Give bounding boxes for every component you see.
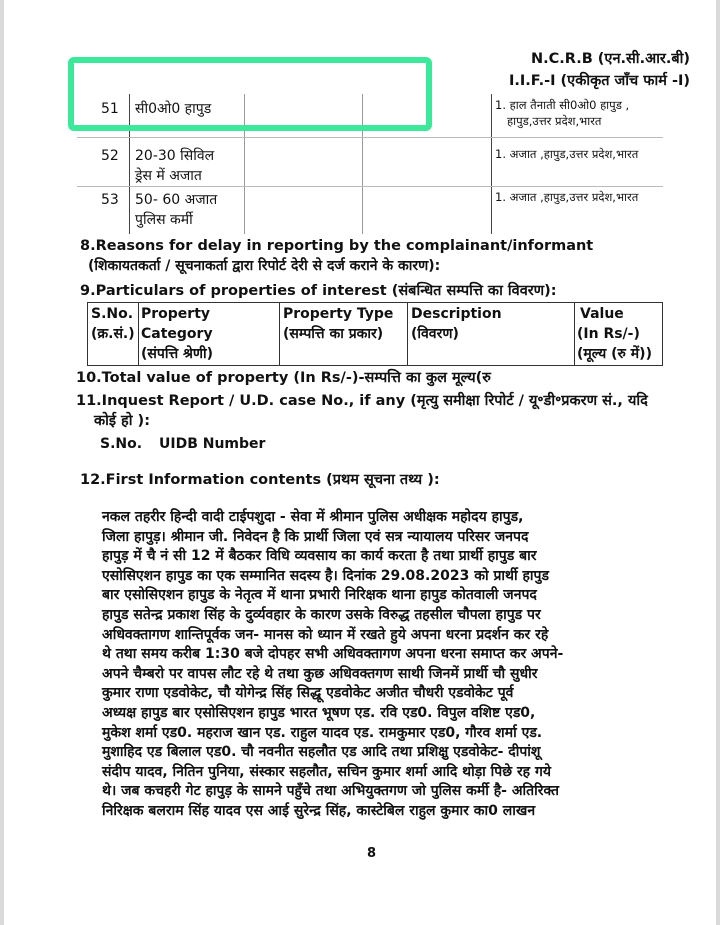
header-line: (सम्पत्ति का प्रकार) — [283, 326, 384, 342]
section-11-title-cont: कोई हो ): — [94, 413, 150, 429]
header-line: (क्र.सं.) — [91, 326, 135, 342]
section-9-title: 9.Particulars of properties of interest (संबन्धित सम्पत्ति का विवरण): — [80, 283, 557, 299]
table-divider — [574, 303, 575, 365]
col-category-header — [141, 304, 213, 364]
accused-name: पुलिस कर्मी — [135, 212, 193, 228]
fir-line: मुशाहिद एड बिलाल एड0. चौ नवनीत सहलौत एड आदि तथा प्रशिक्षु एडवोकेट- दीपांशू — [102, 744, 541, 761]
accused-name: ड्रेस में अजात — [135, 168, 202, 184]
fir-line: जिला हापुड़। श्रीमान जी. निवेदन है कि प्रार्थी जिला एवं सत्र न्यायालय परिसर जनपद — [102, 528, 529, 545]
fir-line: हापुड सतेन्द्र प्रकाश सिंह के दुर्व्यवहार के कारण उसके विरुद्ध तहसील चौपला हापुड पर — [102, 606, 541, 623]
accused-address: हापुड,उत्तर प्रदेश,भारत — [507, 114, 602, 128]
fir-line: बार एसोसिएशन हापुड के नेतृत्व में थाना प्रभारी निरिक्षक थाना हापुड कोतवाली जनपद — [102, 587, 537, 604]
accused-address: 1. अजात ,हापुड,उत्तर प्रदेश,भारत — [495, 147, 639, 161]
accused-name: 50- 60 अजात — [135, 192, 218, 208]
section-8-title: 8.Reasons for delay in reporting by the complainant/informant — [80, 238, 594, 254]
fir-contents — [102, 508, 622, 822]
fir-line: नकल तहरीर हिन्दी वादी टाईपशुदा - सेवा में श्रीमान पुलिस अधीक्षक महोदय हापुड, — [102, 509, 524, 525]
section-10-title: 10.Total value of property (In Rs/-)-सम्पत्ति का कुल मूल्य(रु — [76, 370, 491, 386]
row-divider — [77, 137, 663, 138]
accused-address: 1. हाल तैनाती सी0ओ0 हापुड , — [495, 98, 630, 112]
page-number: 8 — [367, 846, 377, 861]
form-header — [509, 48, 690, 92]
header-line: (विवरण) — [411, 326, 459, 342]
section-8-subtitle: (शिकायतकर्ता / सूचनाकर्ता द्वारा रिपोर्ट देरी से दर्ज कराने के कारण): — [88, 258, 441, 274]
accused-name: सी0ओ0 हापुड — [135, 101, 212, 117]
fir-line: निरिक्षक बलराम सिंह यादव एस आई सुरेन्द्र सिंह, कास्टेबिल राहुल कुमार का0 लाखन — [102, 802, 536, 819]
col-uidb-label: UIDB Number — [159, 436, 266, 452]
col-sno-label: S.No. — [100, 436, 143, 452]
row-sno: 53 — [101, 192, 119, 208]
row-sno: 52 — [101, 148, 119, 164]
accused-name: 20-30 सिविल — [135, 148, 215, 164]
header-line: (संपत्ति श्रेणी) — [141, 346, 214, 362]
property-table — [87, 302, 663, 366]
header-line-2: I.I.F.-I (एकीकृत जाँच फार्म -I) — [509, 73, 690, 89]
row-divider — [77, 186, 663, 187]
table-divider — [491, 94, 492, 234]
header-line: Value — [580, 306, 624, 322]
fir-line: थे तथा समय करीब 1:30 बजे दोपहर सभी अधिवक्तागण अपना धरना समाप्त कर अपने- — [102, 646, 564, 663]
section-12-title: 12.First Information contents (प्रथम सूचना तथ्य ): — [80, 472, 440, 488]
header-line: Category — [141, 326, 213, 342]
fir-line: अधिवक्तागण शान्तिपूर्वक जन- मानस को ध्यान में रखते हुये अपना धरना प्रदर्शन कर रहे — [102, 626, 549, 643]
col-type-header — [283, 304, 393, 344]
section-11-title: 11.Inquest Report / U.D. case No., if any (मृत्यु समीक्षा रिपोर्ट / यू॰डी॰प्रकरण सं., यदि — [76, 393, 648, 409]
fir-line: थे। जब कचहरी गेट हापुड़ के सामने पहुँचे तथा अभियुक्तगण जो पुलिस कर्मी है- अतिरिक्त — [102, 783, 560, 800]
table-divider — [279, 303, 280, 365]
fir-line: कुमार राणा एडवोकेट, चौ योगेन्द्र सिंह सिद्धू एडवोकेट अजीत चौधरी एडवोकेट पूर्व — [102, 685, 514, 702]
fir-line: अध्यक्ष हापुड बार एसोसिएशन हापुड भारत भूषण एड. रवि एड0. विपुल वशिष्ट एड0, — [102, 704, 536, 721]
table-divider — [407, 303, 408, 365]
document-page — [4, 0, 716, 925]
fir-line: मुकेश शर्मा एड0. महराज खान एड. राहुल यादव एड. रामकुमार एड0, गौरव शर्मा एड. — [102, 724, 543, 741]
header-line: Property Type — [283, 306, 394, 322]
fir-line: एसोसिएशन हापुड का एक सम्मानित सदस्य है। दिनांक 29.08.2023 को प्रार्थी हापुड — [102, 567, 549, 584]
table-divider — [138, 303, 139, 365]
fir-line: अपने चैम्बरो पर वापस लौट रहे थे तथा कुछ अधिवक्तगण साथी जिनमें प्रार्थी चौ सुधीर — [102, 665, 538, 682]
fir-line: संदीप यादव, नितिन पुनिया, संस्कार सहलौत, सचिन कुमार शर्मा आदि थोड़ा पिछे रह गये — [102, 763, 551, 780]
header-line: S.No. — [91, 306, 134, 322]
row-sno: 51 — [101, 101, 119, 117]
header-line: (मूल्य (रु में)) — [577, 346, 652, 362]
header-line: Description — [411, 306, 502, 322]
col-sno-header — [91, 304, 135, 344]
fir-line: हापुड़ में चै नं सी 12 में बैठकर विधि व्यवसाय का कार्य करता है तथा प्रार्थी हापुड बार — [102, 548, 537, 565]
header-line: Property — [141, 306, 211, 322]
header-line: (In Rs/-) — [577, 326, 640, 342]
header-line-1: N.C.R.B (एन.सी.आर.बी) — [530, 51, 690, 67]
accused-address: 1. अजात ,हापुड,उत्तर प्रदेश,भारत — [495, 190, 639, 204]
col-value-header — [577, 304, 652, 364]
col-description-header — [411, 304, 502, 344]
highlight-box — [68, 57, 432, 131]
